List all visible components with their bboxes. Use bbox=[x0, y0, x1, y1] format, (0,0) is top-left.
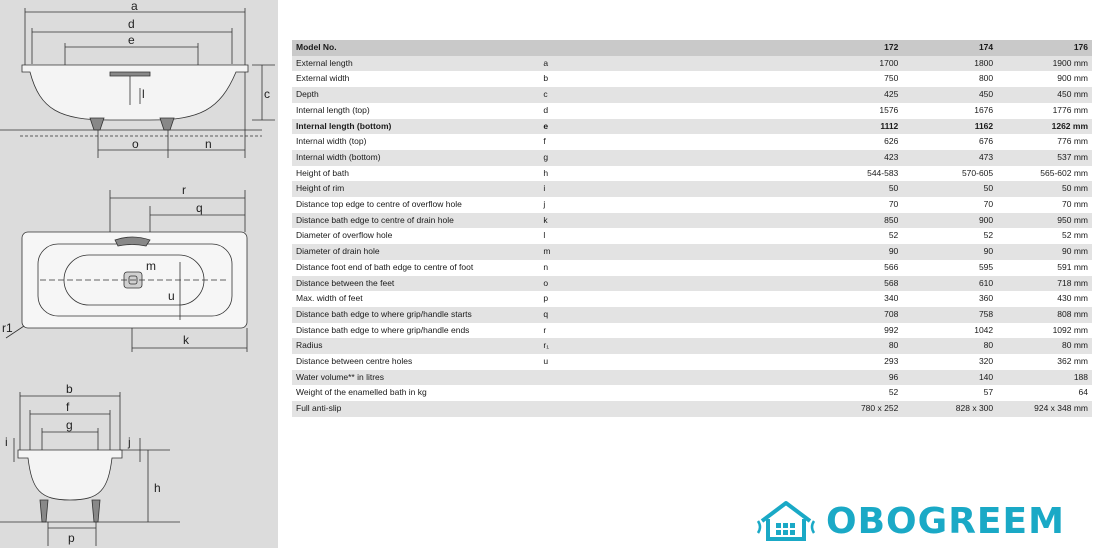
row-label: Depth bbox=[292, 87, 539, 103]
table-header-row bbox=[292, 40, 1092, 56]
row-value-172: 566 bbox=[884, 261, 899, 272]
row-value-172: 80 bbox=[807, 338, 902, 354]
row-value-174: 828 x 300 bbox=[902, 401, 997, 417]
row-key: a bbox=[539, 56, 807, 72]
table-row bbox=[292, 56, 1092, 72]
row-value-176: 450 mm bbox=[997, 87, 1092, 103]
row-label: Distance top edge to centre of overflow hole bbox=[296, 199, 462, 210]
dim-label-n: n bbox=[205, 137, 212, 151]
row-value-174: 676 bbox=[978, 136, 994, 147]
row-label: Water volume** in litres bbox=[292, 370, 539, 386]
row-label: Internal width (bottom) bbox=[292, 150, 539, 166]
row-label: Distance between centre holes bbox=[296, 356, 413, 367]
row-value-172: 850 bbox=[807, 213, 902, 229]
row-key: e bbox=[539, 119, 807, 135]
row-label: Internal length (top) bbox=[296, 104, 370, 115]
row-label: External width bbox=[296, 73, 350, 84]
row-value-174: 57 bbox=[983, 387, 994, 398]
header-model-176: 176 bbox=[997, 40, 1092, 56]
row-value-174: 1162 bbox=[902, 119, 997, 135]
row-label: Diameter of drain hole bbox=[292, 244, 539, 260]
table-row bbox=[292, 134, 1092, 150]
brand-name: OBOGREEM bbox=[826, 500, 1065, 542]
row-value-176: 950 mm bbox=[997, 213, 1092, 229]
dim-label-i: i bbox=[5, 435, 8, 449]
row-value-174: 473 bbox=[902, 150, 997, 166]
end-view-drawing bbox=[0, 382, 180, 546]
row-key: j bbox=[543, 199, 546, 210]
row-value-172: 52 bbox=[888, 230, 899, 241]
table-row bbox=[292, 370, 1092, 386]
row-value-172: 780 x 252 bbox=[807, 401, 902, 417]
table-row bbox=[292, 150, 1092, 166]
dim-label-c: c bbox=[264, 87, 270, 101]
row-value-176: 80 mm bbox=[997, 338, 1092, 354]
dim-label-h: h bbox=[154, 481, 161, 495]
row-value-172: 423 bbox=[807, 150, 902, 166]
table-row bbox=[292, 166, 1092, 182]
row-value-174: 450 bbox=[902, 87, 997, 103]
row-value-172: 992 bbox=[884, 324, 899, 335]
row-value-174: 610 bbox=[902, 276, 997, 292]
row-value-176: 70 mm bbox=[1062, 199, 1088, 210]
row-value-172: 293 bbox=[884, 356, 899, 367]
row-key: r₁ bbox=[539, 338, 807, 354]
dim-label-m: m bbox=[146, 259, 156, 273]
row-value-172: 1700 bbox=[807, 56, 902, 72]
row-value-176: 50 mm bbox=[997, 181, 1092, 197]
row-key: h bbox=[543, 167, 549, 178]
row-value-172: 544-583 bbox=[867, 167, 899, 178]
row-value-174: 800 bbox=[978, 73, 994, 84]
row-key: m bbox=[539, 244, 807, 260]
row-value-174: 900 bbox=[902, 213, 997, 229]
row-value-174: 80 bbox=[902, 338, 997, 354]
row-value-172: 70 bbox=[888, 199, 899, 210]
row-label: External length bbox=[292, 56, 539, 72]
row-label: Max. width of feet bbox=[296, 293, 363, 304]
dim-label-u: u bbox=[168, 289, 175, 303]
row-key bbox=[539, 385, 807, 401]
row-value-172: 50 bbox=[807, 181, 902, 197]
row-value-176: 52 mm bbox=[1062, 230, 1088, 241]
table-row bbox=[292, 401, 1092, 417]
row-label: Full anti-slip bbox=[292, 401, 539, 417]
row-value-172: 340 bbox=[884, 293, 899, 304]
dim-label-a: a bbox=[131, 0, 138, 13]
row-value-174: 70 bbox=[983, 199, 994, 210]
row-key bbox=[539, 370, 807, 386]
row-value-176: 776 mm bbox=[1057, 136, 1088, 147]
specification-table-body bbox=[292, 40, 1092, 417]
row-value-174: 1676 bbox=[974, 104, 994, 115]
row-value-172: 1112 bbox=[807, 119, 902, 135]
row-value-176: 900 mm bbox=[1057, 73, 1088, 84]
row-key: u bbox=[543, 356, 549, 367]
row-value-174: 140 bbox=[902, 370, 997, 386]
top-view-drawing bbox=[2, 183, 247, 352]
row-value-174: 595 bbox=[978, 261, 994, 272]
row-value-174: 1042 bbox=[974, 324, 994, 335]
row-key: c bbox=[539, 87, 807, 103]
dim-label-b: b bbox=[66, 382, 73, 396]
row-label: Weight of the enamelled bath in kg bbox=[296, 387, 427, 398]
specification-table bbox=[292, 40, 1092, 417]
table-row bbox=[292, 181, 1092, 197]
header-key bbox=[539, 40, 807, 56]
row-value-174: 52 bbox=[983, 230, 994, 241]
row-value-176: 64 bbox=[1078, 387, 1088, 398]
row-value-176: 924 x 348 mm bbox=[997, 401, 1092, 417]
row-value-174: 758 bbox=[902, 307, 997, 323]
dim-label-l: l bbox=[142, 87, 145, 101]
dim-label-e: e bbox=[128, 33, 135, 47]
row-key: o bbox=[539, 276, 807, 292]
row-value-176: 591 mm bbox=[1057, 261, 1088, 272]
row-key: r bbox=[543, 324, 547, 335]
row-value-176: 1262 mm bbox=[997, 119, 1092, 135]
row-value-176: 90 mm bbox=[997, 244, 1092, 260]
house-icon bbox=[756, 499, 816, 543]
row-label: Distance bath edge to centre of drain hole bbox=[292, 213, 539, 229]
row-label: Distance foot end of bath edge to centre of foot bbox=[296, 261, 474, 272]
row-value-174: 1800 bbox=[902, 56, 997, 72]
row-key: k bbox=[539, 213, 807, 229]
row-key: l bbox=[543, 230, 546, 241]
row-value-176: 537 mm bbox=[997, 150, 1092, 166]
table-row bbox=[292, 71, 1092, 87]
row-value-176: 362 mm bbox=[1057, 356, 1088, 367]
dim-label-g: g bbox=[66, 418, 73, 432]
row-value-176: 1900 mm bbox=[997, 56, 1092, 72]
row-key: i bbox=[539, 181, 807, 197]
row-value-176: 430 mm bbox=[1057, 293, 1088, 304]
row-value-172: 750 bbox=[884, 73, 899, 84]
row-value-176: 718 mm bbox=[997, 276, 1092, 292]
header-label: Model No. bbox=[292, 40, 539, 56]
row-key: f bbox=[543, 136, 546, 147]
row-value-174: 570-605 bbox=[961, 167, 994, 178]
row-label: Distance between the feet bbox=[292, 276, 539, 292]
header-model-174: 174 bbox=[902, 40, 997, 56]
table-row bbox=[292, 244, 1092, 260]
row-value-174: 360 bbox=[978, 293, 994, 304]
row-label: Internal length (bottom) bbox=[292, 119, 539, 135]
row-value-174: 320 bbox=[978, 356, 994, 367]
table-row bbox=[292, 87, 1092, 103]
row-value-176: 1776 mm bbox=[1052, 104, 1088, 115]
table-row bbox=[292, 291, 1092, 307]
row-value-172: 425 bbox=[807, 87, 902, 103]
row-value-172: 626 bbox=[884, 136, 899, 147]
row-value-172: 52 bbox=[888, 387, 899, 398]
row-label: Height of bath bbox=[296, 167, 349, 178]
row-key: g bbox=[539, 150, 807, 166]
bath-dimension-drawings bbox=[0, 0, 278, 548]
table-row bbox=[292, 103, 1092, 119]
table-row bbox=[292, 228, 1092, 244]
row-key bbox=[539, 401, 807, 417]
dim-label-p: p bbox=[68, 531, 75, 545]
dim-label-q: q bbox=[196, 201, 203, 215]
row-label: Internal width (top) bbox=[296, 136, 367, 147]
side-view-drawing bbox=[0, 0, 275, 158]
row-value-172: 708 bbox=[807, 307, 902, 323]
row-value-176: 808 mm bbox=[997, 307, 1092, 323]
table-row bbox=[292, 276, 1092, 292]
row-key: n bbox=[543, 261, 549, 272]
row-label: Diameter of overflow hole bbox=[296, 230, 393, 241]
table-row bbox=[292, 213, 1092, 229]
row-label: Radius bbox=[292, 338, 539, 354]
row-value-172: 1576 bbox=[879, 104, 899, 115]
row-value-176: 1092 mm bbox=[1052, 324, 1088, 335]
table-row bbox=[292, 197, 1092, 213]
technical-drawing-panel bbox=[0, 0, 278, 548]
row-value-176: 188 bbox=[997, 370, 1092, 386]
table-row bbox=[292, 385, 1092, 401]
row-value-172: 96 bbox=[807, 370, 902, 386]
table-row bbox=[292, 119, 1092, 135]
row-key: p bbox=[543, 293, 549, 304]
dim-label-r1: r1 bbox=[2, 321, 13, 335]
row-key: d bbox=[543, 104, 549, 115]
table-row bbox=[292, 338, 1092, 354]
row-value-172: 90 bbox=[807, 244, 902, 260]
dim-label-j: j bbox=[128, 435, 131, 449]
table-row bbox=[292, 354, 1092, 370]
table-row bbox=[292, 323, 1092, 339]
row-value-176: 565-602 mm bbox=[1040, 167, 1088, 178]
dim-label-o: o bbox=[132, 137, 139, 151]
row-label: Distance bath edge to where grip/handle starts bbox=[292, 307, 539, 323]
row-key: q bbox=[539, 307, 807, 323]
brand-logo bbox=[756, 496, 1065, 546]
row-label: Distance bath edge to where grip/handle ends bbox=[296, 324, 470, 335]
row-value-172: 568 bbox=[807, 276, 902, 292]
row-value-174: 50 bbox=[902, 181, 997, 197]
table-row bbox=[292, 307, 1092, 323]
dim-label-r: r bbox=[182, 183, 186, 197]
row-value-174: 90 bbox=[902, 244, 997, 260]
table-row bbox=[292, 260, 1092, 276]
header-model-172: 172 bbox=[807, 40, 902, 56]
row-key: b bbox=[543, 73, 549, 84]
dim-label-k: k bbox=[183, 333, 189, 347]
row-label: Height of rim bbox=[292, 181, 539, 197]
dim-label-f: f bbox=[66, 400, 70, 414]
dim-label-d: d bbox=[128, 17, 135, 31]
